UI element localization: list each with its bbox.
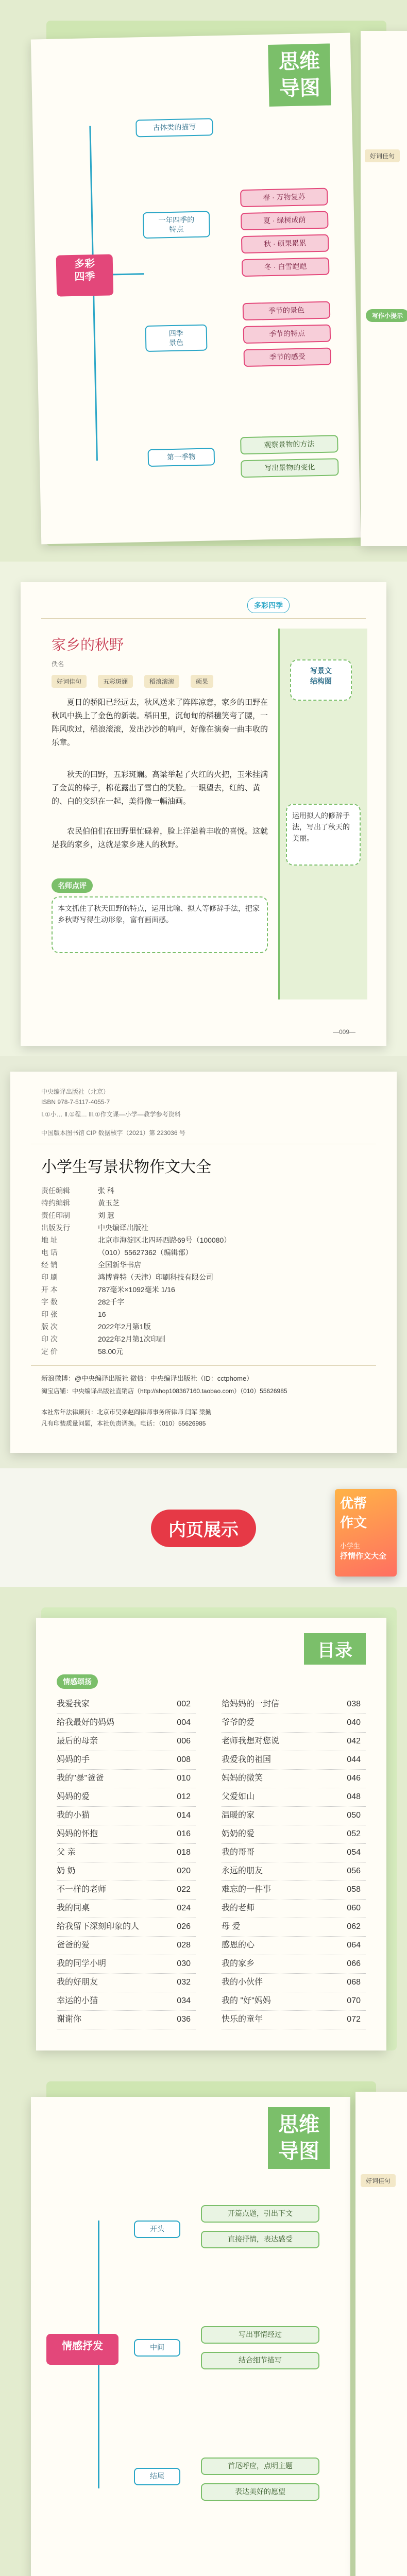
- toc-entry-page: 012: [177, 1792, 191, 1801]
- meta-row: 印 张 16: [41, 1310, 106, 1318]
- right-page-edge: [361, 31, 407, 546]
- toc-entry: [57, 1695, 196, 1714]
- toc-title: 目录: [304, 1633, 366, 1665]
- panel-copyright: [0, 1056, 407, 1468]
- tip-badge: 写作小提示: [366, 309, 407, 322]
- mindmap-branch: 第一季物: [148, 448, 215, 466]
- toc-entry-title: 感恩的心: [222, 1941, 255, 1950]
- mindmap-branch: 开头: [134, 2221, 180, 2238]
- toc-entry-title: 爸爸的爱: [57, 1941, 90, 1950]
- notice-line: 本社常年法律顾问：北京市吴栾赵阎律师事务所律师 闫军 梁勤: [41, 1409, 212, 1416]
- mindmap-leaf: 观察景物的方法: [240, 435, 338, 454]
- toc-entry-page: 060: [347, 1904, 361, 1912]
- toc-entry-page: 008: [177, 1755, 191, 1764]
- copyright-page: [10, 1072, 397, 1453]
- toc-entry-title: 幸运的小猫: [57, 1996, 98, 2005]
- toc-entry-page: 044: [347, 1755, 361, 1764]
- toc-entry-title: 妈妈的手: [57, 1755, 90, 1764]
- mindmap-leaf: 季节的景色: [243, 301, 331, 320]
- mindmap-center-node: 多彩 四季: [56, 254, 114, 296]
- connector: [113, 273, 144, 275]
- meta-row: 经 销 全国新华书店: [41, 1261, 141, 1269]
- toc-entry-title: 温暖的家: [222, 1811, 255, 1820]
- mindmap-branch: 中间: [134, 2339, 180, 2357]
- toc-entry-title: 永远的朋友: [222, 1867, 263, 1875]
- toc-entry: [222, 1769, 366, 1788]
- toc-entry-page: 068: [347, 1978, 361, 1987]
- toc-entry-title: 我的哥哥: [222, 1848, 255, 1857]
- toc-entry: [57, 1788, 196, 1807]
- toc-entry: [57, 1732, 196, 1751]
- toc-entry-page: 020: [177, 1867, 191, 1875]
- toc-entry-title: 奶奶的爱: [222, 1829, 255, 1838]
- cip-line: 中国版本图书馆 CIP 数据核字（2021）第 223036 号: [41, 1129, 185, 1137]
- toc-entry-page: 040: [347, 1718, 361, 1727]
- panel-banner: [0, 1468, 407, 1587]
- toc-entry: [222, 1695, 366, 1714]
- mindmap-title: 思维 导图: [268, 43, 331, 106]
- book-title: 小学生写景状物作文大全: [41, 1158, 211, 1176]
- margin-notes: [278, 629, 367, 999]
- toc-entry: [222, 1843, 366, 1862]
- toc-entry-page: 024: [177, 1904, 191, 1912]
- toc-entry: [222, 1918, 366, 1937]
- meta-row: 字 数 282千字: [41, 1298, 125, 1306]
- toc-entry-title: 给我留下深刻印象的人: [57, 1922, 140, 1931]
- meta-row: 版 次 2022年2月第1版: [41, 1323, 151, 1331]
- keyword-tag: 好词佳句: [52, 675, 87, 688]
- toc-entry: [57, 1714, 196, 1733]
- essay-paragraph: 夏日的骄阳已经远去，秋风送来了阵阵凉意，家乡的田野在秋风中换上了金色的新装。稻田里，沉甸甸的稻穗笑弯了腰，一阵风吹过，稻浪滚滚，发出沙沙的响声，好像在演奏一曲丰收的乐章。: [52, 698, 268, 747]
- toc-entry-title: 我的老师: [222, 1904, 255, 1912]
- toc-entry-page: 002: [177, 1700, 191, 1708]
- toc-entry-title: 我的"暴"爸爸: [57, 1774, 104, 1783]
- cip-line: Ⅰ.①小… Ⅱ.①程… Ⅲ.①作文课—小学—教学参考资料: [41, 1111, 181, 1118]
- toc-entry: [222, 1751, 366, 1770]
- toc-entry-title: 我的同桌: [57, 1904, 90, 1912]
- meta-row: 责任印制 刘 慧: [41, 1211, 114, 1219]
- toc-entry-title: 妈妈的微笑: [222, 1774, 263, 1783]
- toc-entry: [222, 1955, 366, 1974]
- toc-entry: [57, 1843, 196, 1862]
- cover-text: 优帮: [340, 1496, 367, 1511]
- toc-entry: [222, 1806, 366, 1825]
- mindmap-leaf: 冬 · 白雪皑皑: [242, 258, 330, 277]
- section-banner: 内页展示: [151, 1510, 256, 1547]
- toc-entry: [222, 1880, 366, 1900]
- mindmap-leaf: 首尾呼应，点明主题: [201, 2458, 319, 2475]
- toc-entry: [57, 2010, 196, 2029]
- meta-row: 定 价 58.00元: [41, 1347, 124, 1355]
- meta-row: 印 次 2022年2月第1次印刷: [41, 1335, 165, 1343]
- mindmap-leaf: 写出事情经过: [201, 2326, 319, 2344]
- toc-entry-title: 妈妈的爱: [57, 1792, 90, 1801]
- divider: [41, 618, 366, 619]
- toc-entry: [222, 1714, 366, 1733]
- teacher-comment: 本文抓住了秋天田野的特点，运用比喻、拟人等修辞手法，把家乡秋野写得生动形象，富有画面感。: [52, 896, 268, 953]
- toc-entry-page: 032: [177, 1978, 191, 1987]
- keyword-tag: 稻浪滚滚: [144, 675, 179, 688]
- toc-entry-page: 010: [177, 1774, 191, 1783]
- toc-entry-page: 022: [177, 1885, 191, 1894]
- divider: [31, 1365, 376, 1366]
- good-words-tag: 好词佳句: [365, 149, 400, 162]
- toc-entry-title: 不一样的老师: [57, 1885, 107, 1894]
- toc-section-label: 情感颂扬: [57, 1674, 98, 1689]
- toc-entry: [57, 1825, 196, 1844]
- panel-mindmap-1: [0, 0, 407, 562]
- cover-text: 作文: [340, 1515, 367, 1530]
- toc-entry-page: 018: [177, 1848, 191, 1857]
- toc-entry-page: 064: [347, 1941, 361, 1950]
- toc-entry-page: 030: [177, 1959, 191, 1968]
- panel-toc: [0, 1587, 407, 2066]
- toc-entry-page: 006: [177, 1737, 191, 1745]
- toc-entry-title: 父爱如山: [222, 1792, 255, 1801]
- toc-entry-page: 004: [177, 1718, 191, 1727]
- mindmap-leaf: 秋 · 硕果累累: [241, 234, 329, 253]
- mindmap-title: 思维 导图: [268, 2107, 330, 2169]
- good-words-tag: 好词佳句: [361, 2174, 396, 2187]
- meta-row: 电 话 （010）55627362（编辑部）: [41, 1248, 193, 1257]
- rhetoric-callout: 运用拟人的修辞手法，写出了秋天的美丽。: [286, 804, 361, 866]
- toc-column-right: [222, 1695, 366, 2035]
- toc-entry: [222, 1992, 366, 2011]
- toc-page: [36, 1618, 386, 2050]
- essay-title: 家乡的秋野: [52, 636, 124, 653]
- toc-entry: [222, 1732, 366, 1751]
- toc-entry-page: 050: [347, 1811, 361, 1820]
- mindmap-leaf: 结合细节描写: [201, 2352, 319, 2369]
- toc-column-left: [57, 1695, 196, 2035]
- toc-entry-page: 028: [177, 1941, 191, 1950]
- mindmap-leaf: 开篇点题，引出下文: [201, 2205, 319, 2223]
- toc-entry-page: 046: [347, 1774, 361, 1783]
- weibo-line: 新浪微博：@中央编译出版社 微信：中央编译出版社（ID：cctphome）: [41, 1375, 253, 1382]
- toc-entry-title: 奶 奶: [57, 1867, 76, 1875]
- mindmap-branch: 结尾: [134, 2468, 180, 2485]
- essay-author: 佚名: [52, 660, 64, 668]
- mindmap-leaf: 春 · 万物复苏: [240, 188, 328, 207]
- toc-entry-title: 我的同学小明: [57, 1959, 107, 1968]
- taobao-line: 淘宝店铺：中央编译出版社直销店（http://shop108367160.taobao.com）（010）55626985: [41, 1387, 287, 1395]
- toc-entry-title: 难忘的一件事: [222, 1885, 272, 1894]
- meta-row: 印 刷 鸿博睿特（天津）印刷科技有限公司: [41, 1273, 213, 1281]
- toc-entry: [57, 1751, 196, 1770]
- toc-entry: [222, 1973, 366, 1992]
- toc-entry-page: 036: [177, 2015, 191, 2024]
- cip-line: 中央编译出版社（北京）: [41, 1088, 110, 1095]
- toc-entry: [57, 1936, 196, 1955]
- mindmap-branch: 一年四季的 特点: [143, 211, 210, 239]
- toc-entry-page: 026: [177, 1922, 191, 1931]
- toc-entry-title: 父 亲: [57, 1848, 76, 1857]
- keyword-tag: 五彩斑斓: [98, 675, 133, 688]
- toc-entry-page: 016: [177, 1829, 191, 1838]
- mindmap-branch: 古体类的描写: [135, 118, 213, 137]
- toc-entry-page: 038: [347, 1700, 361, 1708]
- toc-entry: [57, 1992, 196, 2011]
- meta-row: 地 址 北京市海淀区北四环西路69号（100080）: [41, 1236, 231, 1244]
- right-page-edge: [355, 2092, 407, 2576]
- toc-entry-page: 014: [177, 1811, 191, 1820]
- comment-badge: 名师点评: [52, 878, 93, 893]
- meta-row: 出版发行 中央编译出版社: [41, 1224, 148, 1232]
- toc-entry-title: 我的小猫: [57, 1811, 90, 1820]
- toc-entry-title: 老师我想对您说: [222, 1737, 280, 1745]
- toc-entry-title: 我爱我的祖国: [222, 1755, 272, 1764]
- toc-entry-page: 052: [347, 1829, 361, 1838]
- toc-entry-title: 我爱我家: [57, 1700, 90, 1708]
- toc-entry: [222, 2010, 366, 2029]
- toc-entry-page: 056: [347, 1867, 361, 1875]
- section-tag: 多彩四季: [247, 598, 290, 613]
- toc-entry-page: 072: [347, 2015, 361, 2024]
- mindmap-leaf: 表达美好的愿望: [201, 2483, 319, 2501]
- mindmap-branch: 四季 景色: [145, 325, 207, 352]
- cip-line: ISBN 978-7-5117-4055-7: [41, 1098, 110, 1106]
- toc-entry: [222, 1862, 366, 1881]
- toc-entry-title: 妈妈的怀抱: [57, 1829, 98, 1838]
- book-cover-thumb: [335, 1489, 397, 1577]
- toc-entry-page: 054: [347, 1848, 361, 1857]
- mindmap-leaf: 写出景物的变化: [241, 458, 339, 477]
- toc-entry-title: 最后的母亲: [57, 1737, 98, 1745]
- toc-entry: [57, 1806, 196, 1825]
- mindmap-page: [31, 33, 361, 545]
- toc-entry: [222, 1788, 366, 1807]
- essay-paragraph: 秋天的田野，五彩斑斓。高粱举起了火红的火把，玉米挂满了金黄的棒子，棉花露出了雪白的笑脸。一眼望去，红的、黄的、白的交织在一起，美得像一幅油画。: [52, 770, 268, 806]
- toc-entry-title: 谢谢你: [57, 2015, 82, 2024]
- toc-entry-title: 给妈妈的一封信: [222, 1700, 280, 1708]
- toc-entry-title: 给我最好的妈妈: [57, 1718, 115, 1727]
- toc-entry: [57, 1769, 196, 1788]
- mindmap-leaf: 季节的特点: [243, 325, 331, 344]
- toc-entry-title: 爷爷的爱: [222, 1718, 255, 1727]
- toc-entry-page: 070: [347, 1996, 361, 2005]
- toc-entry: [57, 1955, 196, 1974]
- panel-essay: [0, 562, 407, 1056]
- toc-entry-title: 我的好朋友: [57, 1978, 98, 1987]
- mindmap-leaf: 直接抒情，表达感受: [201, 2231, 319, 2248]
- toc-entry-page: 062: [347, 1922, 361, 1931]
- notice-line: 凡有印装质量问题，本社负责调换。电话：（010）55626985: [41, 1420, 206, 1427]
- cover-text: 抒情作文大全: [340, 1552, 387, 1561]
- toc-entry-page: 042: [347, 1737, 361, 1745]
- toc-entry: [57, 1862, 196, 1881]
- toc-entry-title: 母 爱: [222, 1922, 241, 1931]
- toc-entry-page: 048: [347, 1792, 361, 1801]
- meta-row: 责任编辑 张 科: [41, 1187, 114, 1195]
- toc-entry: [57, 1918, 196, 1937]
- meta-row: 开 本 787毫米×1092毫米 1/16: [41, 1285, 175, 1294]
- cover-text: 小学生: [340, 1542, 361, 1550]
- toc-entry-page: 034: [177, 1996, 191, 2005]
- mindmap-center-node: 情感抒发: [46, 2334, 118, 2365]
- toc-entry: [57, 1973, 196, 1992]
- toc-entry: [222, 1825, 366, 1844]
- toc-entry-title: 我的家乡: [222, 1959, 255, 1968]
- toc-entry: [222, 1899, 366, 1918]
- mindmap-page: [31, 2097, 350, 2576]
- toc-entry-title: 我的小伙伴: [222, 1978, 263, 1987]
- toc-entry: [57, 1880, 196, 1900]
- mindmap-leaf: 季节的感受: [243, 348, 331, 367]
- toc-entry-title: 我的 "好"妈妈: [222, 1996, 271, 2005]
- page-number: —009—: [332, 1028, 355, 1036]
- toc-entry: [57, 1899, 196, 1918]
- essay-paragraph: 农民伯伯们在田野里忙碌着，脸上洋溢着丰收的喜悦。这就是我的家乡，这就是家乡迷人的秋野。: [52, 826, 268, 849]
- essay-page: [21, 582, 386, 1046]
- toc-entry-title: 快乐的童年: [222, 2015, 263, 2024]
- keyword-tag: 硕果: [191, 675, 213, 688]
- meta-row: 特约编辑 黄玉芝: [41, 1199, 120, 1207]
- toc-entry: [222, 1936, 366, 1955]
- structure-callout: 写景文 结构图: [290, 659, 352, 701]
- mindmap-leaf: 夏 · 绿树成荫: [241, 211, 329, 230]
- toc-entry-page: 058: [347, 1885, 361, 1894]
- panel-mindmap-2: [0, 2066, 407, 2576]
- toc-entry-page: 066: [347, 1959, 361, 1968]
